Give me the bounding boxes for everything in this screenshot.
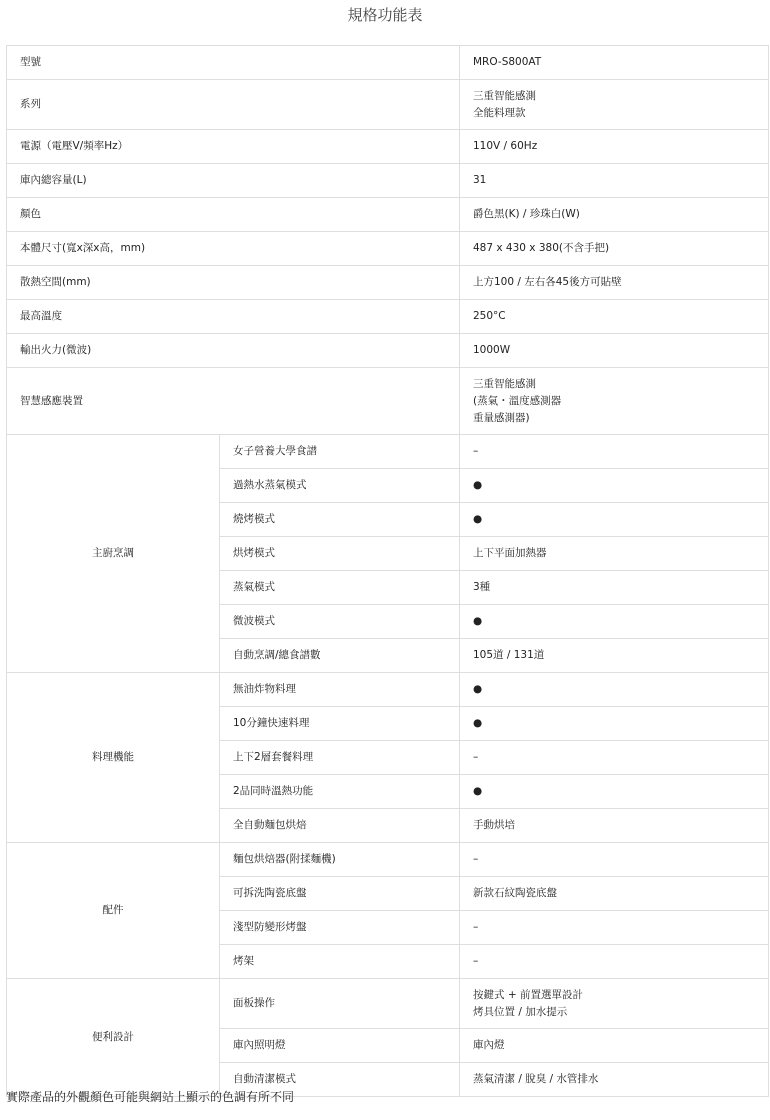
feature-label: 10分鐘快速料理 xyxy=(220,707,460,741)
feature-label: 庫內照明燈 xyxy=(220,1029,460,1063)
group-name: 料理機能 xyxy=(7,673,220,843)
spec-label: 型號 xyxy=(7,46,460,80)
footer-note: 實際產品的外觀顏色可能與網站上顯示的色調有所不同 xyxy=(6,1090,295,1104)
feature-label: 無油炸物料理 xyxy=(220,673,460,707)
spec-value xyxy=(460,435,769,469)
spec-value-line: – xyxy=(473,445,479,457)
spec-value xyxy=(460,198,769,232)
spec-label: 輸出火力(微波) xyxy=(7,334,460,368)
spec-row xyxy=(7,80,769,130)
spec-value xyxy=(460,80,769,130)
spec-row xyxy=(7,334,769,368)
spec-value-line: 3種 xyxy=(473,581,491,593)
spec-row xyxy=(7,232,769,266)
page-title: 規格功能表 xyxy=(347,6,423,24)
feature-label: 面板操作 xyxy=(220,979,460,1029)
spec-value-line: 重量感測器) xyxy=(473,411,530,424)
spec-value-line: 全能料理款 xyxy=(473,106,526,119)
feature-label: 自動烹調/總食譜數 xyxy=(220,639,460,673)
spec-value xyxy=(460,266,769,300)
spec-label: 庫內總容量(L) xyxy=(7,164,460,198)
feature-label: 微波模式 xyxy=(220,605,460,639)
feature-label: 可拆洗陶瓷底盤 xyxy=(220,877,460,911)
spec-row xyxy=(7,266,769,300)
feature-label: 自動清潔模式 xyxy=(220,1063,460,1097)
spec-value xyxy=(460,775,769,809)
spec-value-line: 1000W xyxy=(473,344,511,356)
spec-value xyxy=(460,639,769,673)
spec-value xyxy=(460,1063,769,1097)
spec-value-line: – xyxy=(473,955,479,967)
spec-value xyxy=(460,164,769,198)
group-name: 配件 xyxy=(7,843,220,979)
feature-label: 全自動麵包烘焙 xyxy=(220,809,460,843)
spec-label: 最高溫度 xyxy=(7,300,460,334)
spec-value xyxy=(460,707,769,741)
spec-value-line: – xyxy=(473,921,479,933)
spec-value xyxy=(460,232,769,266)
spec-value-line: 487 x 430 x 380(不含手把) xyxy=(473,242,610,254)
spec-value xyxy=(460,979,769,1029)
feature-label: 上下2層套餐料理 xyxy=(220,741,460,775)
spec-value-line: 按鍵式 + 前置選單設計 xyxy=(473,988,583,1001)
spec-row xyxy=(7,164,769,198)
spec-value-line: 三重智能感測 xyxy=(473,377,536,390)
spec-value xyxy=(460,334,769,368)
spec-value xyxy=(460,741,769,775)
spec-table xyxy=(6,45,769,1097)
group-name: 便利設計 xyxy=(7,979,220,1097)
spec-value-line: 31 xyxy=(473,174,487,186)
spec-row xyxy=(7,46,769,80)
spec-value xyxy=(460,537,769,571)
spec-value-line: – xyxy=(473,853,479,865)
spec-value xyxy=(460,877,769,911)
spec-value-line: ● xyxy=(473,479,483,491)
spec-value xyxy=(460,945,769,979)
spec-value xyxy=(460,605,769,639)
spec-label: 智慧感應裝置 xyxy=(7,368,460,435)
spec-value-line: 三重智能感測 xyxy=(473,89,536,102)
spec-value-line: ● xyxy=(473,513,483,525)
group-row xyxy=(7,843,769,877)
feature-label: 2品同時溫熱功能 xyxy=(220,775,460,809)
feature-label: 淺型防變形烤盤 xyxy=(220,911,460,945)
feature-label: 燒烤模式 xyxy=(220,503,460,537)
spec-label: 散熱空間(mm) xyxy=(7,266,460,300)
spec-label: 顏色 xyxy=(7,198,460,232)
spec-value-line: 庫內燈 xyxy=(473,1039,505,1051)
spec-value-line: ● xyxy=(473,717,483,729)
group-row xyxy=(7,979,769,1029)
group-name: 主廚烹調 xyxy=(7,435,220,673)
spec-value xyxy=(460,673,769,707)
spec-value xyxy=(460,571,769,605)
spec-value-line: 250°C xyxy=(473,310,506,322)
spec-value-line: (蒸氣・溫度感測器 xyxy=(473,394,562,407)
group-row xyxy=(7,673,769,707)
spec-value-line: ● xyxy=(473,785,483,797)
spec-value-line: ● xyxy=(473,683,483,695)
spec-value-line: – xyxy=(473,751,479,763)
spec-value-line: 爵色黑(K) / 珍珠白(W) xyxy=(473,208,580,220)
spec-label: 系列 xyxy=(7,80,460,130)
spec-value-line: 蒸氣清潔 / 脫臭 / 水管排水 xyxy=(473,1073,599,1085)
spec-value-line: 105道 / 131道 xyxy=(473,649,545,661)
spec-label: 電源（電壓V/頻率Hz） xyxy=(7,130,460,164)
spec-value xyxy=(460,469,769,503)
feature-label: 蒸氣模式 xyxy=(220,571,460,605)
feature-label: 過熱水蒸氣模式 xyxy=(220,469,460,503)
spec-value xyxy=(460,130,769,164)
spec-value xyxy=(460,911,769,945)
feature-label: 麵包烘焙器(附揉麵機) xyxy=(220,843,460,877)
spec-value-line: 110V / 60Hz xyxy=(473,140,538,152)
spec-row xyxy=(7,300,769,334)
spec-value xyxy=(460,46,769,80)
spec-value xyxy=(460,300,769,334)
spec-value-line: 烤具位置 / 加水提示 xyxy=(473,1005,568,1018)
spec-value-line: ● xyxy=(473,615,483,627)
spec-value xyxy=(460,368,769,435)
spec-label: 本體尺寸(寬x深x高，mm) xyxy=(7,232,460,266)
spec-value xyxy=(460,503,769,537)
spec-value xyxy=(460,1029,769,1063)
spec-value-line: 手動烘培 xyxy=(473,819,515,831)
feature-label: 烘烤模式 xyxy=(220,537,460,571)
feature-label: 烤架 xyxy=(220,945,460,979)
group-row xyxy=(7,435,769,469)
spec-row xyxy=(7,368,769,435)
spec-value-line: MRO-S800AT xyxy=(473,56,542,68)
spec-row xyxy=(7,198,769,232)
feature-label: 女子營養大學食譜 xyxy=(220,435,460,469)
spec-value-line: 上下平面加熱器 xyxy=(473,547,547,559)
spec-value-line: 新款石紋陶瓷底盤 xyxy=(473,887,557,899)
spec-value xyxy=(460,809,769,843)
spec-value-line: 上方100 / 左右各45後方可貼壁 xyxy=(473,276,622,288)
spec-value xyxy=(460,843,769,877)
spec-row xyxy=(7,130,769,164)
